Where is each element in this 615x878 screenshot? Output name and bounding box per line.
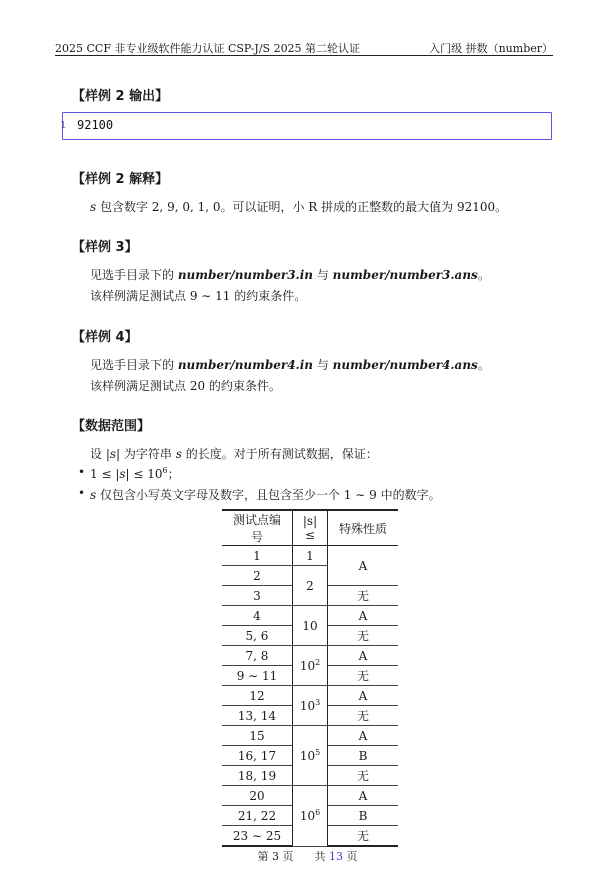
code-line-number: 1 bbox=[60, 120, 67, 131]
testcase-id: 3 bbox=[222, 586, 293, 606]
page-header bbox=[55, 38, 553, 56]
sample4-file-ans: number/number4.ans bbox=[332, 358, 478, 372]
testcase-id: 18, 19 bbox=[222, 766, 293, 786]
c2-text: 仅包含小写英文字母及数字，且包含至少一个 1 ∼ 9 中的数字。 bbox=[96, 488, 441, 502]
sample2-explain-text bbox=[90, 198, 507, 215]
length-base: 10 bbox=[299, 699, 316, 713]
code-line-text: 92100 bbox=[77, 118, 114, 132]
special-property: 无 bbox=[328, 666, 399, 686]
sample3-suffix: 。 bbox=[477, 268, 490, 282]
testcase-id: 5, 6 bbox=[222, 626, 293, 646]
table-row bbox=[222, 546, 398, 566]
length-limit bbox=[293, 606, 328, 646]
c1-a: 1 ≤ | bbox=[90, 467, 120, 481]
length-limit bbox=[293, 786, 328, 847]
testcase-id: 15 bbox=[222, 726, 293, 746]
col-header-length: |s| ≤ bbox=[293, 510, 328, 546]
length-base: 1 bbox=[306, 548, 314, 563]
header-contest-title: 2025 CCF 非专业级软件能力认证 CSP-J/S 2025 第二轮认证 bbox=[55, 42, 361, 55]
special-property: A bbox=[328, 546, 399, 586]
testcase-id: 9 ∼ 11 bbox=[222, 666, 293, 686]
var-s: s bbox=[119, 467, 126, 481]
sample3-file-ans: number/number3.ans bbox=[332, 268, 478, 282]
special-property: 无 bbox=[328, 766, 399, 786]
c1-b: | ≤ 10 bbox=[125, 467, 163, 481]
length-exponent: 5 bbox=[315, 748, 321, 757]
sample4-mid: 与 bbox=[313, 358, 333, 372]
testcase-id: 2 bbox=[222, 566, 293, 586]
sample4-line2: 该样例满足测试点 20 的约束条件。 bbox=[90, 379, 281, 393]
testcase-id: 16, 17 bbox=[222, 746, 293, 766]
sample2-output-heading: 【样例 2 输出】 bbox=[72, 89, 169, 104]
col-header-property: 特殊性质 bbox=[328, 510, 399, 546]
data-range-heading: 【数据范围】 bbox=[72, 419, 151, 434]
sample3-mid: 与 bbox=[313, 268, 333, 282]
sample3-line1 bbox=[90, 266, 490, 283]
special-property: A bbox=[328, 606, 399, 626]
constraints-list bbox=[90, 465, 441, 503]
length-limit bbox=[293, 646, 328, 686]
sample3-line2: 该样例满足测试点 9 ∼ 11 的约束条件。 bbox=[90, 289, 307, 303]
length-base: 10 bbox=[299, 749, 316, 763]
sample2-output-code-block[interactable] bbox=[62, 112, 552, 140]
length-base: 10 bbox=[302, 618, 318, 633]
sample3-prefix: 见选手目录下的 bbox=[90, 268, 178, 282]
sample3-file-in: number/number3.in bbox=[177, 268, 314, 282]
header-problem-title: 入门级 拼数（number） bbox=[429, 42, 553, 55]
var-s: s bbox=[90, 488, 97, 502]
subtask-table bbox=[222, 509, 398, 847]
testcase-id: 20 bbox=[222, 786, 293, 806]
length-base: 10 bbox=[299, 659, 316, 673]
table-row bbox=[222, 786, 398, 806]
length-limit bbox=[293, 566, 328, 606]
special-property: A bbox=[328, 686, 399, 706]
data-range-intro bbox=[90, 445, 378, 462]
special-property: 无 bbox=[328, 826, 399, 847]
special-property: A bbox=[328, 786, 399, 806]
special-property: 无 bbox=[328, 706, 399, 726]
total-suffix: 页 bbox=[342, 850, 358, 863]
length-exponent: 6 bbox=[315, 808, 321, 818]
table-row bbox=[222, 606, 398, 626]
length-base: 10 bbox=[299, 809, 316, 824]
testcase-id: 12 bbox=[222, 686, 293, 706]
length-base: 2 bbox=[306, 578, 314, 593]
special-property: 无 bbox=[328, 586, 399, 606]
testcase-id: 1 bbox=[222, 546, 293, 566]
sample4-suffix: 。 bbox=[477, 358, 490, 372]
sample2-explain-heading: 【样例 2 解释】 bbox=[72, 172, 169, 187]
testcase-id: 4 bbox=[222, 606, 293, 626]
intro-c: 的长度。对于所有测试数据，保证： bbox=[181, 447, 378, 461]
intro-a: 设 | bbox=[90, 447, 110, 461]
testcase-id: 13, 14 bbox=[222, 706, 293, 726]
length-exponent: 2 bbox=[315, 658, 321, 667]
constraint-charset bbox=[90, 486, 441, 503]
length-limit bbox=[293, 546, 328, 566]
sample4-line1 bbox=[90, 356, 490, 373]
special-property: B bbox=[328, 746, 399, 766]
sample4-prefix: 见选手目录下的 bbox=[90, 358, 178, 372]
col-header-testcase: 测试点编号 bbox=[222, 510, 293, 546]
table-row bbox=[222, 726, 398, 746]
total-label: 共 bbox=[314, 850, 329, 863]
sample4-file-in: number/number4.in bbox=[177, 358, 314, 372]
sample4-heading: 【样例 4】 bbox=[72, 330, 138, 345]
page-number: 第 3 页 bbox=[257, 850, 294, 863]
special-property: B bbox=[328, 806, 399, 826]
var-s: s bbox=[175, 447, 182, 461]
length-limit bbox=[293, 726, 328, 786]
testcase-id: 21, 22 bbox=[222, 806, 293, 826]
table-row bbox=[222, 686, 398, 706]
constraint-length bbox=[90, 465, 441, 482]
testcase-id: 23 ∼ 25 bbox=[222, 826, 293, 847]
intro-b: | 为字符串 bbox=[116, 447, 176, 461]
length-exponent: 3 bbox=[315, 698, 321, 707]
var-s: s bbox=[90, 200, 97, 214]
testcase-id: 7, 8 bbox=[222, 646, 293, 666]
table-row bbox=[222, 646, 398, 666]
c1-c: ； bbox=[167, 467, 180, 481]
explain-body: 包含数字 2, 9, 0, 1, 0。可以证明，小 R 拼成的正整数的最大值为 92100。 bbox=[96, 200, 508, 214]
c1-exp: 6 bbox=[162, 466, 168, 475]
special-property: A bbox=[328, 646, 399, 666]
var-s: s bbox=[109, 447, 117, 461]
total-pages-link[interactable]: 13 bbox=[328, 850, 343, 863]
page-footer bbox=[0, 848, 615, 864]
sample3-heading: 【样例 3】 bbox=[72, 240, 138, 255]
length-limit bbox=[293, 686, 328, 726]
special-property: 无 bbox=[328, 626, 399, 646]
special-property: A bbox=[328, 726, 399, 746]
